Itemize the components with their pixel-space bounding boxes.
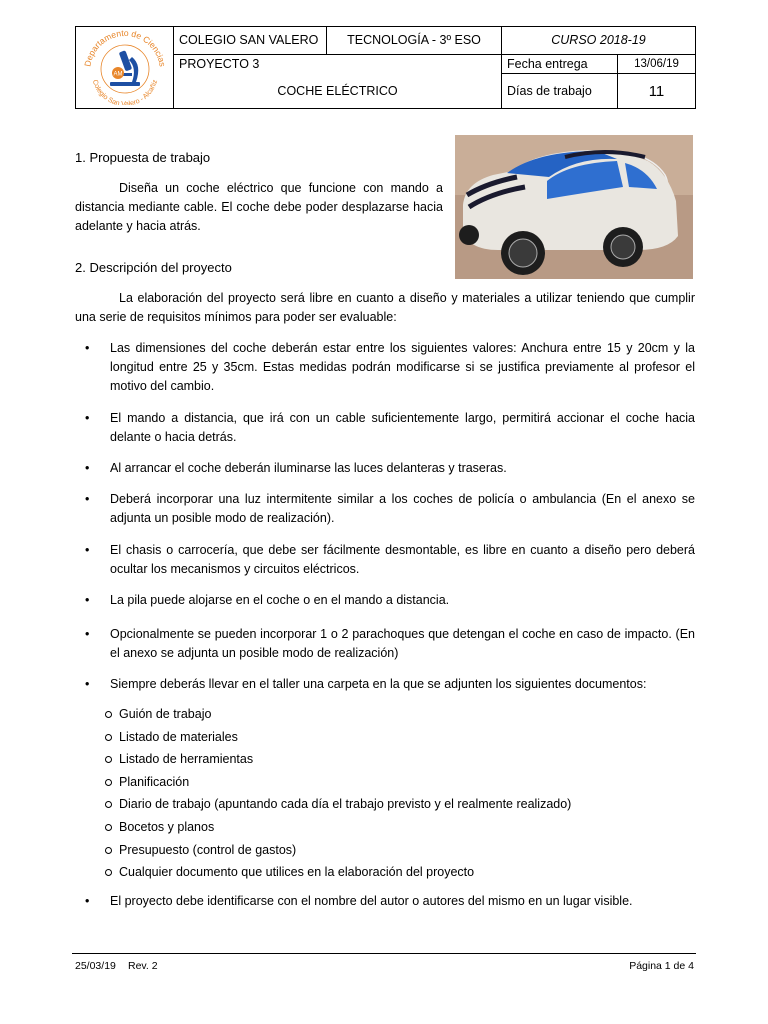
footer-revision: Rev. 2 xyxy=(128,960,158,972)
logo-mark: AM xyxy=(113,71,122,78)
list-item: Diario de trabajo (apuntando cada día el trabajo previsto y el realmente realizado) xyxy=(105,793,571,816)
project-name: COCHE ELÉCTRICO xyxy=(174,74,502,109)
section-2-title: 2. Descripción del proyecto xyxy=(75,260,232,275)
header-table xyxy=(75,26,696,109)
document-page: Departamento de Ciencias Colegio San Valero - Alcañiz AM COLEGIO SAN VALERO TECNOLOGÍA - 3º ESO CURSO 2018-19 PROYECTO 3 Fecha entrega 13/06/19 COCHE ELÉCTRICO Días de trabajo 11 1. Propuesta de trabajo Diseña un coche eléctrico que funcione con mando a distancia mediante cable. El coche debe poder desplazarse hacia adelante y hacia atrás. 2. Descripción del proyecto La elaboración del proyecto será libre en cuanto a diseño y materiales a utilizar teniendo que cumplir una serie de requisitos mínimos para poder ser evaluable: • Las dimensiones del coche deberán estar entre los siguientes valores: Anchura entre 15 y 20cm y la longitud entre 25 y 35cm. Estas medidas podrán modificarse si se justifica previamente al profesor el motivo del cambio. • El mando a distancia, que irá con un cable suficientemente largo, permitirá accionar el coche hacia delante o hacia detrás. • Al arrancar el coche deberán iluminarse las luces delanteras y traseras. • Deberá incorporar una luz intermitente similar a los coches de policía o ambulancia (En el anexo se adjunta un posible modo de realización). • El chasis o carrocería, que debe ser fácilmente desmontable, es libre en cuanto a diseño pero deberá ocultar los mecanismos y circuitos eléctricos. • La pila puede alojarse en el coche o en el mando a distancia. • Opcionalmente se pueden incorporar 1 o 2 parachoques que detengan el coche en caso de impacto. (En el anexo se adjunta un posible modo de realización) • Siempre deberás llevar en el taller una carpeta en la que se adjunten los siguientes documentos: Guión de trabajo Listado de materiales Listado de herramientas Planificación Diario de trabajo (apuntando cada día el trabajo previsto y el realmente realizado) Bocetos y planos Presupuesto (control de gastos) Cualquier documento que utilices en la elaboración del proyecto • El proyecto debe identificarse con el nombre del autor o autores del mismo en un lugar visible. 25/03/19 Rev. 2 Página 1 de 4 xyxy=(0,0,768,1024)
days-label: Días de trabajo xyxy=(502,74,618,109)
section-2-intro: La elaboración del proyecto será libre en cuanto a diseño y materiales a utilizar teniendo que cumplir una serie de requisitos mínimos para poder ser evaluable: xyxy=(75,291,695,324)
list-item: Listado de herramientas xyxy=(105,748,571,771)
project-label: PROYECTO 3 xyxy=(174,54,502,73)
documents-list xyxy=(105,703,571,884)
microscope-icon xyxy=(110,50,140,86)
delivery-label: Fecha entrega xyxy=(502,54,618,73)
days-value: 11 xyxy=(618,74,696,109)
logo-arc-bottom: Colegio San Valero - Alcañiz xyxy=(90,78,159,105)
section-1-body: Diseña un coche eléctrico que funcione con mando a distancia mediante cable. El coche debe poder desplazarse hacia adelante y hacia atrás. xyxy=(75,181,443,233)
footer-date: 25/03/19 xyxy=(75,960,116,972)
school-logo xyxy=(76,27,174,109)
list-item: Cualquier documento que utilices en la elaboración del proyecto xyxy=(105,861,571,884)
footer-divider xyxy=(72,953,696,954)
delivery-date: 13/06/19 xyxy=(618,54,696,73)
list-item: Bocetos y planos xyxy=(105,816,571,839)
subject-name: TECNOLOGÍA - 3º ESO xyxy=(327,27,502,55)
department-logo-icon xyxy=(80,27,170,105)
section-1-title: 1. Propuesta de trabajo xyxy=(75,150,211,165)
list-item: Presupuesto (control de gastos) xyxy=(105,839,571,862)
course-year: CURSO 2018-19 xyxy=(502,27,696,55)
footer-page-number: Página 1 de 4 xyxy=(629,960,694,972)
list-item: Planificación xyxy=(105,771,571,794)
list-item: Listado de materiales xyxy=(105,726,571,749)
electric-car-photo xyxy=(455,135,693,279)
logo-arc-top: Departamento de Ciencias xyxy=(81,27,168,68)
list-item: Guión de trabajo xyxy=(105,703,571,726)
school-name: COLEGIO SAN VALERO xyxy=(174,27,327,55)
